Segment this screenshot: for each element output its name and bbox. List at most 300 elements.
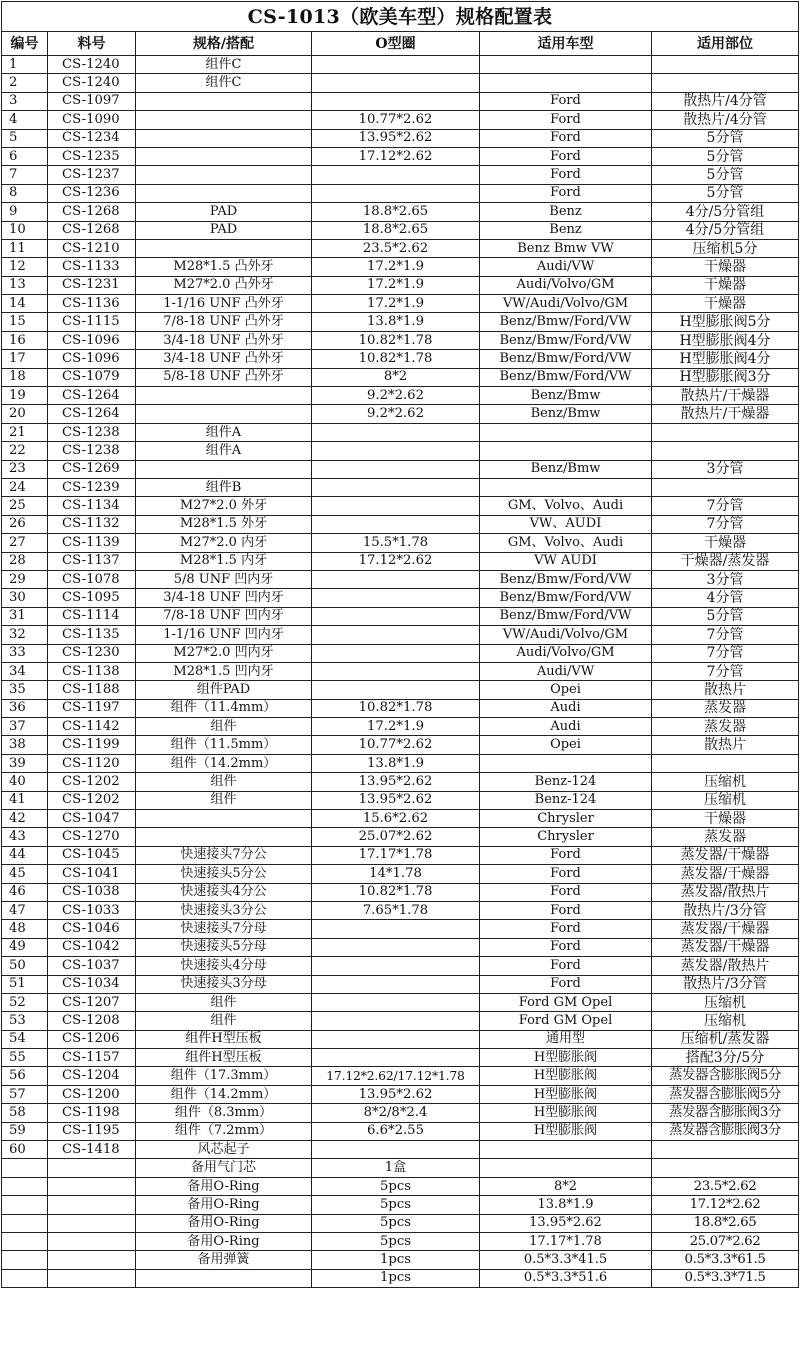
cell-part-number: CS-1418: [48, 1141, 136, 1159]
cell-part-number: CS-1134: [48, 497, 136, 515]
cell-number: 27: [2, 534, 48, 552]
cell-spec: 快速接头5分母: [136, 938, 312, 956]
table-row: [2, 938, 799, 956]
cell-position: 散热片: [652, 736, 799, 754]
cell-vehicle: Ford: [480, 129, 652, 147]
cell-number: 33: [2, 644, 48, 662]
cell-vehicle: VW/Audi/Volvo/GM: [480, 626, 652, 644]
cell-oring: 17.2*1.9: [312, 295, 480, 313]
table-row: [2, 846, 799, 864]
cell-spec: [136, 184, 312, 202]
cell-oring: 15.6*2.62: [312, 810, 480, 828]
table-row: [2, 754, 799, 772]
cell-vehicle: Ford GM Opel: [480, 993, 652, 1011]
cell-position: [652, 423, 799, 441]
cell-oring: 13.95*2.62: [312, 129, 480, 147]
cell-position: 4分管: [652, 589, 799, 607]
cell-number: 5: [2, 129, 48, 147]
cell-position: 蒸发器/散热片: [652, 883, 799, 901]
cell-oring: 13.8*1.9: [312, 754, 480, 772]
cell-oring: [312, 570, 480, 588]
cell-vehicle: 0.5*3.3*51.6: [480, 1269, 652, 1287]
cell-number: 3: [2, 92, 48, 110]
cell-number: 2: [2, 74, 48, 92]
cell-part-number: CS-1142: [48, 718, 136, 736]
cell-number: 31: [2, 607, 48, 625]
cell-position: 17.12*2.62: [652, 1196, 799, 1214]
table-row: [2, 276, 799, 294]
cell-spec: [136, 1269, 312, 1287]
table-row: [2, 1233, 799, 1251]
table-row: [2, 570, 799, 588]
cell-position: 散热片/4分管: [652, 92, 799, 110]
cell-oring: [312, 957, 480, 975]
cell-spec: M28*1.5 内牙: [136, 552, 312, 570]
cell-number: 23: [2, 460, 48, 478]
table-row: [2, 1030, 799, 1048]
cell-oring: [312, 56, 480, 74]
table-row: [2, 589, 799, 607]
cell-number: 12: [2, 258, 48, 276]
cell-part-number: CS-1264: [48, 387, 136, 405]
cell-oring: 8*2: [312, 368, 480, 386]
cell-number: 29: [2, 570, 48, 588]
cell-position: H型膨胀阀5分: [652, 313, 799, 331]
cell-position: [652, 74, 799, 92]
cell-number: 54: [2, 1030, 48, 1048]
cell-oring: [312, 184, 480, 202]
cell-part-number: CS-1188: [48, 681, 136, 699]
cell-part-number: CS-1034: [48, 975, 136, 993]
cell-position: [652, 56, 799, 74]
cell-number: 56: [2, 1067, 48, 1085]
table-row: [2, 166, 799, 184]
cell-part-number: CS-1268: [48, 221, 136, 239]
cell-vehicle: 8*2: [480, 1177, 652, 1195]
table-row: [2, 515, 799, 533]
cell-oring: 9.2*2.62: [312, 387, 480, 405]
cell-part-number: CS-1264: [48, 405, 136, 423]
table-row: [2, 129, 799, 147]
table-row: [2, 681, 799, 699]
cell-vehicle: 通用型: [480, 1030, 652, 1048]
cell-number: 6: [2, 147, 48, 165]
cell-spec: [136, 111, 312, 129]
cell-position: [652, 478, 799, 496]
cell-position: 蒸发器: [652, 699, 799, 717]
cell-part-number: CS-1197: [48, 699, 136, 717]
cell-spec: [136, 92, 312, 110]
cell-part-number: CS-1234: [48, 129, 136, 147]
table-row: [2, 1196, 799, 1214]
cell-spec: 备用O-Ring: [136, 1214, 312, 1232]
cell-spec: 组件（14.2mm）: [136, 1085, 312, 1103]
cell-number: 10: [2, 221, 48, 239]
cell-part-number: CS-1200: [48, 1085, 136, 1103]
cell-vehicle: GM、Volvo、Audi: [480, 497, 652, 515]
cell-position: 压缩机: [652, 993, 799, 1011]
cell-oring: 10.82*1.78: [312, 350, 480, 368]
cell-position: 18.8*2.65: [652, 1214, 799, 1232]
table-row: [2, 74, 799, 92]
table-row: [2, 442, 799, 460]
cell-number: 60: [2, 1141, 48, 1159]
cell-vehicle: Benz/Bmw: [480, 405, 652, 423]
cell-vehicle: VW、AUDI: [480, 515, 652, 533]
cell-number: 32: [2, 626, 48, 644]
table-row: [2, 644, 799, 662]
cell-oring: [312, 92, 480, 110]
cell-number: [2, 1214, 48, 1232]
cell-oring: 17.2*1.9: [312, 258, 480, 276]
table-row: [2, 1104, 799, 1122]
cell-vehicle: Ford: [480, 957, 652, 975]
cell-position: [652, 1141, 799, 1159]
cell-vehicle: Benz/Bmw/Ford/VW: [480, 589, 652, 607]
cell-vehicle: Benz-124: [480, 773, 652, 791]
table-row: [2, 1269, 799, 1287]
cell-part-number: CS-1042: [48, 938, 136, 956]
cell-spec: 快速接头4分公: [136, 883, 312, 901]
cell-position: 3分管: [652, 460, 799, 478]
cell-part-number: CS-1230: [48, 644, 136, 662]
cell-part-number: CS-1136: [48, 295, 136, 313]
table-row: [2, 975, 799, 993]
cell-position: 蒸发器含膨胀阀5分: [652, 1085, 799, 1103]
cell-vehicle: Chrysler: [480, 810, 652, 828]
table-row: [2, 993, 799, 1011]
cell-oring: [312, 478, 480, 496]
cell-oring: [312, 607, 480, 625]
cell-position: H型膨胀阀4分: [652, 331, 799, 349]
cell-part-number: CS-1135: [48, 626, 136, 644]
cell-position: 压缩机/蒸发器: [652, 1030, 799, 1048]
cell-number: 42: [2, 810, 48, 828]
cell-part-number: CS-1207: [48, 993, 136, 1011]
cell-position: 7分管: [652, 662, 799, 680]
cell-number: 40: [2, 773, 48, 791]
cell-spec: M28*1.5 外牙: [136, 515, 312, 533]
cell-part-number: CS-1090: [48, 111, 136, 129]
cell-spec: 组件H型压板: [136, 1049, 312, 1067]
cell-part-number: CS-1033: [48, 901, 136, 919]
cell-number: 37: [2, 718, 48, 736]
table-row: [2, 56, 799, 74]
cell-position: 蒸发器/干燥器: [652, 920, 799, 938]
cell-position: 5分管: [652, 166, 799, 184]
cell-position: 压缩机5分: [652, 239, 799, 257]
cell-vehicle: Audi: [480, 718, 652, 736]
table-row: [2, 203, 799, 221]
cell-vehicle: Benz/Bmw/Ford/VW: [480, 313, 652, 331]
cell-spec: [136, 810, 312, 828]
cell-position: [652, 1159, 799, 1177]
cell-vehicle: Ford: [480, 147, 652, 165]
cell-number: 48: [2, 920, 48, 938]
cell-spec: M27*2.0 外牙: [136, 497, 312, 515]
cell-vehicle: Ford: [480, 865, 652, 883]
table-row: [2, 736, 799, 754]
cell-oring: [312, 589, 480, 607]
table-row: [2, 607, 799, 625]
cell-vehicle: Ford: [480, 184, 652, 202]
cell-part-number: CS-1238: [48, 423, 136, 441]
cell-number: 14: [2, 295, 48, 313]
cell-spec: [136, 460, 312, 478]
cell-vehicle: Audi/Volvo/GM: [480, 276, 652, 294]
cell-number: [2, 1251, 48, 1269]
cell-spec: M27*2.0 凸外牙: [136, 276, 312, 294]
cell-oring: 13.95*2.62: [312, 773, 480, 791]
cell-number: 59: [2, 1122, 48, 1140]
cell-position: 散热片/干燥器: [652, 387, 799, 405]
table-row: [2, 626, 799, 644]
cell-position: 0.5*3.3*71.5: [652, 1269, 799, 1287]
cell-number: [2, 1269, 48, 1287]
table-row: [2, 350, 799, 368]
spec-sheet: [1, 1, 798, 1288]
cell-part-number: CS-1132: [48, 515, 136, 533]
cell-spec: 组件（8.3mm）: [136, 1104, 312, 1122]
cell-position: 4分/5分管组: [652, 221, 799, 239]
cell-oring: [312, 460, 480, 478]
cell-vehicle: [480, 56, 652, 74]
cell-oring: 7.65*1.78: [312, 901, 480, 919]
cell-part-number: CS-1202: [48, 773, 136, 791]
cell-position: 干燥器: [652, 295, 799, 313]
cell-oring: 10.82*1.78: [312, 883, 480, 901]
cell-oring: 1pcs: [312, 1269, 480, 1287]
cell-oring: [312, 920, 480, 938]
cell-spec: 快速接头7分公: [136, 846, 312, 864]
cell-number: 44: [2, 846, 48, 864]
cell-spec: 组件（7.2mm）: [136, 1122, 312, 1140]
cell-position: 23.5*2.62: [652, 1177, 799, 1195]
cell-oring: [312, 938, 480, 956]
cell-spec: M28*1.5 凹内牙: [136, 662, 312, 680]
cell-position: 7分管: [652, 626, 799, 644]
cell-part-number: CS-1096: [48, 331, 136, 349]
cell-spec: 备用O-Ring: [136, 1233, 312, 1251]
cell-number: 55: [2, 1049, 48, 1067]
cell-number: 30: [2, 589, 48, 607]
cell-spec: 5/8-18 UNF 凸外牙: [136, 368, 312, 386]
cell-part-number: CS-1210: [48, 239, 136, 257]
cell-number: [2, 1177, 48, 1195]
cell-part-number: CS-1096: [48, 350, 136, 368]
cell-vehicle: Ford: [480, 92, 652, 110]
cell-vehicle: H型膨胀阀: [480, 1067, 652, 1085]
cell-position: 散热片: [652, 681, 799, 699]
cell-vehicle: VW AUDI: [480, 552, 652, 570]
cell-spec: 组件: [136, 993, 312, 1011]
cell-oring: 17.12*2.62: [312, 552, 480, 570]
table-row: [2, 662, 799, 680]
table-row: [2, 1049, 799, 1067]
cell-spec: 备用O-Ring: [136, 1177, 312, 1195]
cell-number: 19: [2, 387, 48, 405]
cell-oring: [312, 1049, 480, 1067]
cell-oring: [312, 626, 480, 644]
cell-oring: [312, 497, 480, 515]
cell-part-number: CS-1239: [48, 478, 136, 496]
cell-part-number: CS-1137: [48, 552, 136, 570]
cell-number: 22: [2, 442, 48, 460]
cell-vehicle: [480, 1141, 652, 1159]
cell-spec: [136, 129, 312, 147]
cell-oring: [312, 1012, 480, 1030]
table-row: [2, 552, 799, 570]
cell-part-number: CS-1138: [48, 662, 136, 680]
cell-vehicle: Audi: [480, 699, 652, 717]
cell-part-number: CS-1047: [48, 810, 136, 828]
cell-position: 蒸发器/干燥器: [652, 865, 799, 883]
cell-spec: 快速接头7分母: [136, 920, 312, 938]
table-row: [2, 368, 799, 386]
cell-position: 5分管: [652, 184, 799, 202]
cell-part-number: CS-1235: [48, 147, 136, 165]
table-row: [2, 92, 799, 110]
cell-spec: 备用O-Ring: [136, 1196, 312, 1214]
cell-spec: 快速接头5分公: [136, 865, 312, 883]
cell-spec: 组件PAD: [136, 681, 312, 699]
cell-vehicle: [480, 754, 652, 772]
cell-part-number: CS-1204: [48, 1067, 136, 1085]
cell-vehicle: Benz/Bmw: [480, 460, 652, 478]
cell-position: 5分管: [652, 147, 799, 165]
cell-vehicle: Audi/VW: [480, 662, 652, 680]
cell-spec: [136, 239, 312, 257]
cell-vehicle: Ford: [480, 920, 652, 938]
cell-position: 干燥器/蒸发器: [652, 552, 799, 570]
cell-oring: [312, 1030, 480, 1048]
cell-number: 39: [2, 754, 48, 772]
cell-oring: 13.95*2.62: [312, 1085, 480, 1103]
cell-oring: 14*1.78: [312, 865, 480, 883]
cell-oring: [312, 166, 480, 184]
cell-number: 16: [2, 331, 48, 349]
cell-vehicle: Ford: [480, 938, 652, 956]
table-row: [2, 1177, 799, 1195]
table-row: [2, 1085, 799, 1103]
cell-number: 17: [2, 350, 48, 368]
cell-number: 45: [2, 865, 48, 883]
cell-part-number: CS-1157: [48, 1049, 136, 1067]
cell-vehicle: Ford: [480, 901, 652, 919]
table-row: [2, 111, 799, 129]
cell-spec: 7/8-18 UNF 凸外牙: [136, 313, 312, 331]
cell-spec: 组件H型压板: [136, 1030, 312, 1048]
cell-oring: 25.07*2.62: [312, 828, 480, 846]
cell-number: 21: [2, 423, 48, 441]
cell-vehicle: [480, 1159, 652, 1177]
cell-spec: 快速接头3分母: [136, 975, 312, 993]
cell-part-number: CS-1041: [48, 865, 136, 883]
cell-oring: 15.5*1.78: [312, 534, 480, 552]
cell-position: 干燥器: [652, 276, 799, 294]
cell-number: 28: [2, 552, 48, 570]
cell-number: 51: [2, 975, 48, 993]
table-row: [2, 957, 799, 975]
cell-part-number: CS-1139: [48, 534, 136, 552]
table-row: [2, 1214, 799, 1232]
cell-spec: PAD: [136, 221, 312, 239]
cell-part-number: CS-1238: [48, 442, 136, 460]
cell-position: 蒸发器含膨胀阀3分: [652, 1122, 799, 1140]
cell-vehicle: Benz/Bmw/Ford/VW: [480, 570, 652, 588]
cell-number: 53: [2, 1012, 48, 1030]
header-spec: 规格/搭配: [136, 32, 312, 56]
cell-vehicle: H型膨胀阀: [480, 1122, 652, 1140]
cell-number: [2, 1196, 48, 1214]
cell-number: [2, 1159, 48, 1177]
cell-spec: 组件A: [136, 423, 312, 441]
table-row: [2, 258, 799, 276]
cell-position: 散热片/3分管: [652, 901, 799, 919]
cell-vehicle: Chrysler: [480, 828, 652, 846]
cell-spec: 组件: [136, 773, 312, 791]
table-row: [2, 920, 799, 938]
cell-part-number: CS-1236: [48, 184, 136, 202]
cell-vehicle: Ford: [480, 846, 652, 864]
cell-vehicle: H型膨胀阀: [480, 1049, 652, 1067]
cell-position: 干燥器: [652, 534, 799, 552]
cell-number: 13: [2, 276, 48, 294]
table-row: [2, 239, 799, 257]
table-row: [2, 791, 799, 809]
cell-oring: 5pcs: [312, 1177, 480, 1195]
table-row: [2, 718, 799, 736]
table-row: [2, 221, 799, 239]
cell-part-number: [48, 1159, 136, 1177]
cell-position: 压缩机: [652, 1012, 799, 1030]
cell-part-number: CS-1037: [48, 957, 136, 975]
table-row: [2, 460, 799, 478]
cell-oring: 1pcs: [312, 1251, 480, 1269]
cell-position: 散热片/3分管: [652, 975, 799, 993]
cell-position: 蒸发器/干燥器: [652, 938, 799, 956]
table-row: [2, 534, 799, 552]
cell-vehicle: [480, 478, 652, 496]
cell-vehicle: Benz-124: [480, 791, 652, 809]
cell-vehicle: 13.8*1.9: [480, 1196, 652, 1214]
cell-part-number: CS-1038: [48, 883, 136, 901]
cell-number: 38: [2, 736, 48, 754]
cell-position: 干燥器: [652, 810, 799, 828]
cell-spec: 组件（11.4mm）: [136, 699, 312, 717]
cell-spec: [136, 166, 312, 184]
table-row: [2, 295, 799, 313]
cell-part-number: CS-1208: [48, 1012, 136, 1030]
cell-spec: 7/8-18 UNF 凹内牙: [136, 607, 312, 625]
cell-part-number: CS-1115: [48, 313, 136, 331]
cell-oring: 10.77*2.62: [312, 736, 480, 754]
cell-part-number: CS-1269: [48, 460, 136, 478]
table-row: [2, 828, 799, 846]
cell-vehicle: Benz: [480, 221, 652, 239]
cell-oring: [312, 975, 480, 993]
cell-oring: 5pcs: [312, 1214, 480, 1232]
cell-vehicle: Audi/VW: [480, 258, 652, 276]
cell-number: 58: [2, 1104, 48, 1122]
cell-position: [652, 442, 799, 460]
cell-oring: 18.8*2.65: [312, 203, 480, 221]
cell-position: 蒸发器: [652, 828, 799, 846]
cell-part-number: CS-1206: [48, 1030, 136, 1048]
cell-spec: 组件（11.5mm）: [136, 736, 312, 754]
cell-number: 46: [2, 883, 48, 901]
cell-number: 24: [2, 478, 48, 496]
